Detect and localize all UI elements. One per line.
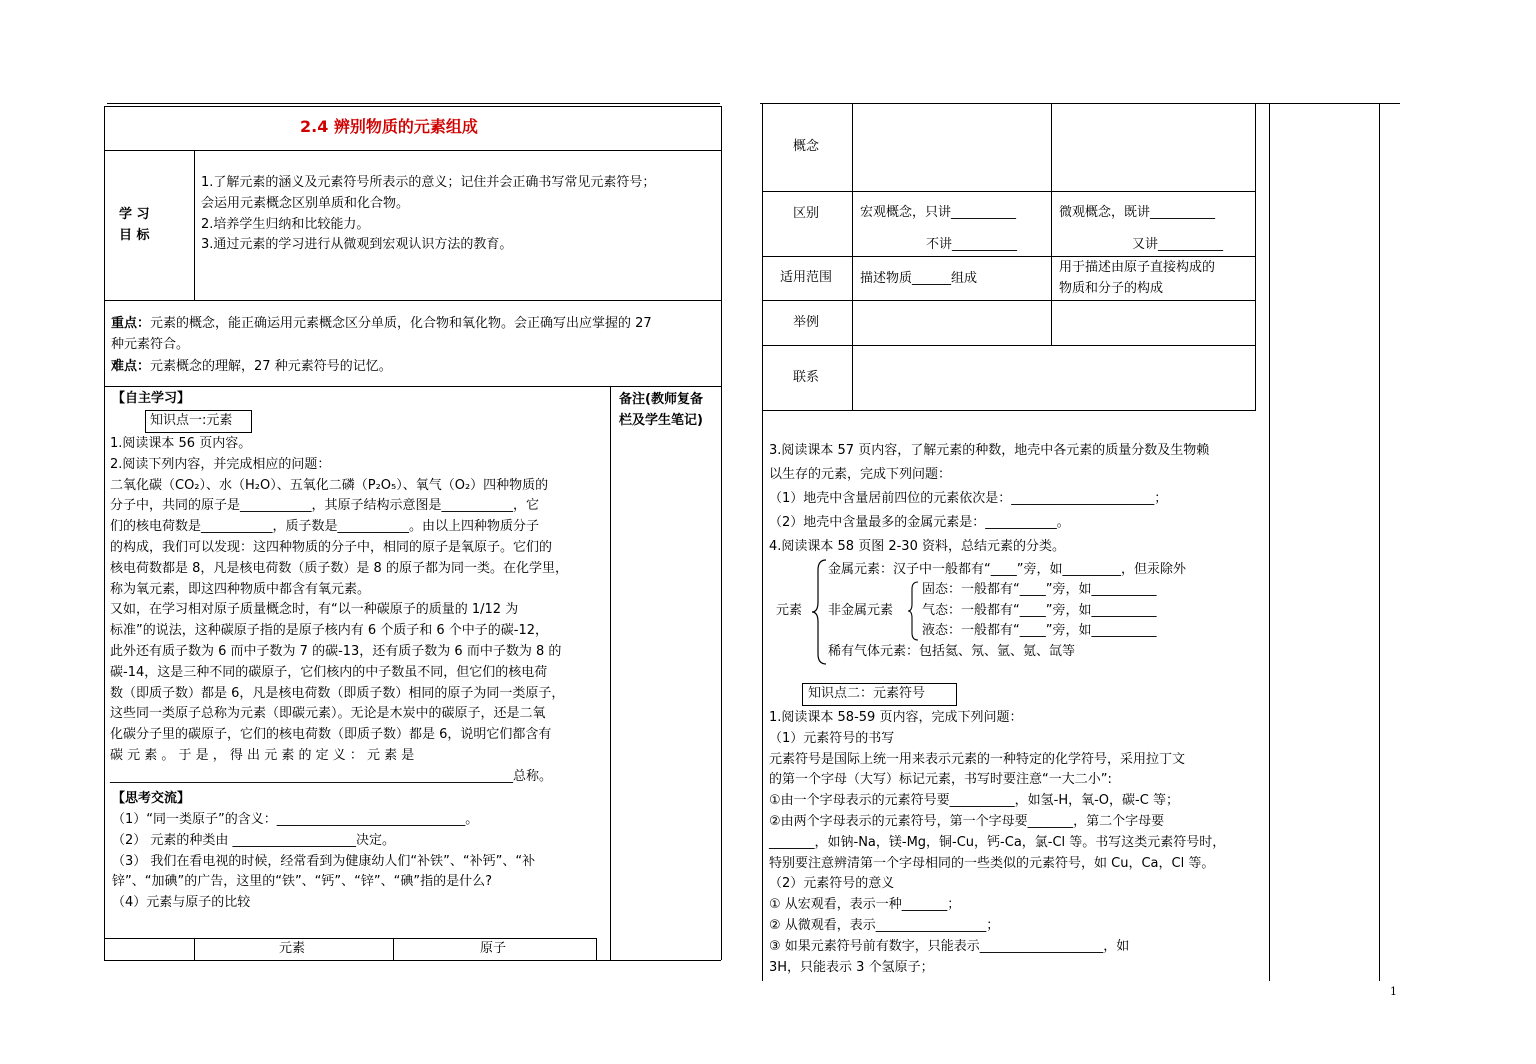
objective-item: 3.通过元素的学习进行从微观到宏观认识方法的教育。 bbox=[201, 237, 513, 253]
class-metal: 金属元素：汉子中一般都有“____”旁，如_________，但汞除外 bbox=[828, 562, 1186, 577]
text-line: _______，如钠-Na，镁-Mg，铜-Cu，钙-Ca，氯-Cl 等。书写这类元素符号时， bbox=[769, 834, 1226, 850]
text-line: （2）元素符号的意义 bbox=[769, 876, 895, 892]
text-line: 化碳分子里的碳原子，它们的核电荷数（即质子数）都是 6，说明它们都含有 bbox=[110, 727, 552, 743]
text-line: 核电荷数都是 8，凡是核电荷数（质子数）是 8 的原子都为同一类。在化学里， bbox=[110, 560, 568, 576]
text-line: 们的核电荷数是___________，质子数是___________。由以上四种物质分子 bbox=[110, 519, 540, 535]
atom-scope-2: 物质和分子的构成 bbox=[1059, 281, 1164, 296]
text-line: 碳 元 素 。 于 是 ， 得 出 元 素 的 定 义 ： 元 素 是 bbox=[110, 747, 415, 763]
text-line: 分子中，共同的原子是___________，其原子结构示意图是___________，它 bbox=[110, 498, 540, 514]
row-label-concept: 概念 bbox=[793, 139, 820, 154]
frame-right bbox=[721, 106, 722, 960]
text-line: ③ 如果元素符号前有数字，只能表示___________________，如 bbox=[769, 938, 1130, 954]
text-line: ① 从宏观看，表示一种_______； bbox=[769, 897, 961, 913]
col-element: 元素 bbox=[279, 941, 306, 956]
divider bbox=[762, 300, 1256, 301]
text-line: 1.阅读课本 58-59 页内容，完成下列问题： bbox=[769, 710, 1023, 725]
row-label-difference: 区别 bbox=[793, 206, 820, 221]
text-line: ②由两个字母表示的元素符号，第一个字母要_______，第二个字母要 bbox=[769, 813, 1165, 829]
text-line: 特别要注意辨清第一个字母相同的一些类似的元素符号，如 Cu，Ca，Cl 等。 bbox=[769, 855, 1215, 871]
text-line: ①由一个字母表示的元素符号要__________，如氢-H，氧-O，碳-C 等； bbox=[769, 793, 1179, 809]
objective-item: 会运用元素概念区别单质和化合物。 bbox=[201, 195, 410, 211]
text-line: 3H，只能表示 3 个氢原子； bbox=[769, 959, 934, 975]
class-root: 元素 bbox=[776, 603, 803, 618]
brace-large bbox=[810, 558, 828, 666]
zhongdian-label: 重点： bbox=[111, 316, 151, 331]
text-line: 这些同一类原子总称为元素（即碳元素）。无论是木炭中的碳原子，还是二氧 bbox=[110, 706, 546, 722]
text-line: 1.阅读课本 56 页内容。 bbox=[110, 436, 252, 451]
divider bbox=[104, 150, 721, 151]
text-line: 称为氧元素，即这四种物质中都含有氧元素。 bbox=[110, 581, 371, 597]
knowledge-point-1: 知识点一:元素 bbox=[150, 413, 233, 428]
divider bbox=[596, 938, 597, 960]
divider bbox=[762, 345, 1256, 346]
divider bbox=[762, 410, 1256, 411]
text-line: 碳-14，这是三种不同的碳原子，它们核内的中子数虽不同，但它们的核电荷 bbox=[110, 664, 548, 680]
top-rule bbox=[107, 103, 720, 104]
divider bbox=[104, 938, 596, 939]
q3-text bbox=[769, 439, 1209, 535]
divider bbox=[104, 300, 721, 301]
self-study-text bbox=[110, 434, 568, 788]
notes-divider bbox=[610, 386, 611, 960]
divider bbox=[104, 386, 721, 387]
divider bbox=[1255, 103, 1256, 411]
divider bbox=[194, 938, 195, 960]
text-line: 2.阅读下列内容，并完成相应的问题： bbox=[110, 456, 331, 472]
text-line: ② 从微观看，表示_________________； bbox=[769, 917, 1000, 933]
think-header: 【思考交流】 bbox=[112, 791, 191, 806]
class-liquid: 液态：一般都有“____”旁，如__________ bbox=[922, 623, 1157, 638]
think-text bbox=[112, 810, 535, 914]
key-point-line-2 bbox=[111, 357, 392, 377]
q4-text: 4.阅读课本 58 页图 2-30 资料，总结元素的分类。 bbox=[769, 539, 1065, 554]
knowledge-point-2: 知识点二：元素符号 bbox=[808, 686, 926, 701]
atom-scope-1: 用于描述由原子直接构成的 bbox=[1059, 260, 1216, 275]
right-page-notes-rule bbox=[1269, 103, 1270, 981]
text-line: （4）元素与原子的比较 bbox=[112, 895, 251, 911]
text-line: 3.阅读课本 57 页内容，了解元素的种数，地壳中各元素的质量分数及生物赖 bbox=[769, 443, 1210, 458]
row-label-scope: 适用范围 bbox=[780, 270, 833, 285]
col-atom: 原子 bbox=[480, 941, 507, 956]
nandian-label: 难点： bbox=[111, 359, 151, 374]
text-line: （1）元素符号的书写 bbox=[769, 730, 895, 746]
objective-item: 2.培养学生归纳和比较能力。 bbox=[201, 216, 370, 232]
text-line: （2） 元素的种类由 ___________________决定。 bbox=[112, 832, 396, 848]
text-line: 的第一个字母（大写）标记元素，书写时要注意“一大二小”: bbox=[769, 772, 1112, 788]
class-nonmetal: 非金属元素 bbox=[828, 603, 894, 618]
atom-difference-2: 又讲__________ bbox=[1132, 237, 1224, 252]
text-line: （2）地壳中含量最多的金属元素是：___________。 bbox=[769, 515, 1070, 530]
self-study-header: 【自主学习】 bbox=[112, 391, 191, 406]
notes-label-1: 备注(教师复备 bbox=[619, 392, 703, 407]
row-label-relation: 联系 bbox=[793, 370, 820, 385]
divider bbox=[393, 938, 394, 960]
key-point-line-1 bbox=[111, 314, 652, 334]
objectives-list bbox=[201, 173, 655, 256]
text-line: 二氧化碳（CO₂）、水（H₂O）、五氧化二磷（P₂O₅）、氧气（O₂）四种物质的 bbox=[110, 477, 549, 493]
zhongdian-text-2: 种元素符合。 bbox=[111, 337, 190, 352]
objective-item: 1.了解元素的涵义及元素符号所表示的意义；记住并会正确书写常见元素符号； bbox=[201, 175, 656, 190]
divider bbox=[762, 103, 1256, 104]
right-page-right-rule bbox=[1379, 103, 1380, 981]
brace-small bbox=[906, 580, 920, 642]
page-title: 2.4 辨别物质的元素组成 bbox=[300, 117, 478, 136]
divider bbox=[852, 103, 853, 411]
compare-table bbox=[762, 103, 1256, 411]
divider bbox=[194, 150, 195, 300]
row-label-example: 举例 bbox=[793, 315, 820, 330]
text-line: 的构成，我们可以发现：这四种物质的分子中，相同的原子是氧原子。它们的 bbox=[110, 539, 553, 555]
frame-top bbox=[104, 106, 721, 107]
frame-left bbox=[104, 106, 105, 960]
atom-difference-1: 微观概念，既讲__________ bbox=[1059, 205, 1216, 220]
objectives-label-1: 学 习 bbox=[119, 207, 150, 222]
element-difference-2: 不讲__________ bbox=[926, 237, 1018, 252]
class-noble: 稀有气体元素：包括氦、氖、氩、氪、氙等 bbox=[828, 644, 1076, 659]
text-line: ______________________________________________________________总称。 bbox=[110, 768, 553, 784]
text-line: （3） 我们在看电视的时候，经常看到为健康幼人们“补铁”、“补钙”、“补 bbox=[112, 853, 536, 869]
frame-bottom bbox=[104, 960, 721, 961]
element-scope: 描述物质______组成 bbox=[860, 271, 978, 286]
nandian-text: 元素概念的理解，27 种元素符号的记忆。 bbox=[150, 359, 392, 374]
element-difference-1: 宏观概念，只讲__________ bbox=[860, 205, 1017, 220]
text-line: 以生存的元素，完成下列问题： bbox=[769, 467, 952, 482]
symbol-text bbox=[769, 708, 1225, 978]
text-line: 元素符号是国际上统一用来表示元素的一种特定的化学符号，采用拉丁文 bbox=[769, 751, 1186, 767]
class-gas: 气态：一般都有“____”旁，如__________ bbox=[922, 603, 1157, 618]
text-line: 锌”、“加碘”的广告，这里的“铁”、“钙”、“锌”、“碘”指的是什么? bbox=[112, 874, 492, 890]
notes-label-2: 栏及学生笔记) bbox=[619, 413, 703, 428]
class-solid: 固态：一般都有“____”旁，如__________ bbox=[922, 582, 1157, 597]
zhongdian-text: 元素的概念，能正确运用元素概念区分单质，化合物和氧化物。会正确写出应掌握的 27 bbox=[150, 316, 652, 331]
divider bbox=[762, 103, 763, 411]
divider bbox=[762, 191, 1256, 192]
page-number: 1 bbox=[1390, 985, 1397, 998]
text-line: （1）地壳中含量居前四位的元素依次是：______________________； bbox=[769, 491, 1168, 506]
divider bbox=[1051, 103, 1052, 345]
objectives-label-2: 目 标 bbox=[119, 228, 150, 243]
text-line: （1）“同一类原子”的含义：_____________________________。 bbox=[112, 812, 479, 827]
text-line: 此外还有质子数为 6 而中子数为 7 的碳-13，还有质子数为 6 而中子数为 8 的 bbox=[110, 643, 562, 659]
text-line: 标准”的说法，这种碳原子指的是原子核内有 6 个质子和 6 个中子的碳-12， bbox=[110, 623, 549, 639]
divider bbox=[762, 256, 1256, 257]
text-line: 数（即质子数）都是 6，凡是核电荷数（即质子数）相同的原子为同一类原子， bbox=[110, 685, 565, 701]
text-line: 又如，在学习相对原子质量概念时，有“以一种碳原子的质量的 1/12 为 bbox=[110, 602, 519, 618]
